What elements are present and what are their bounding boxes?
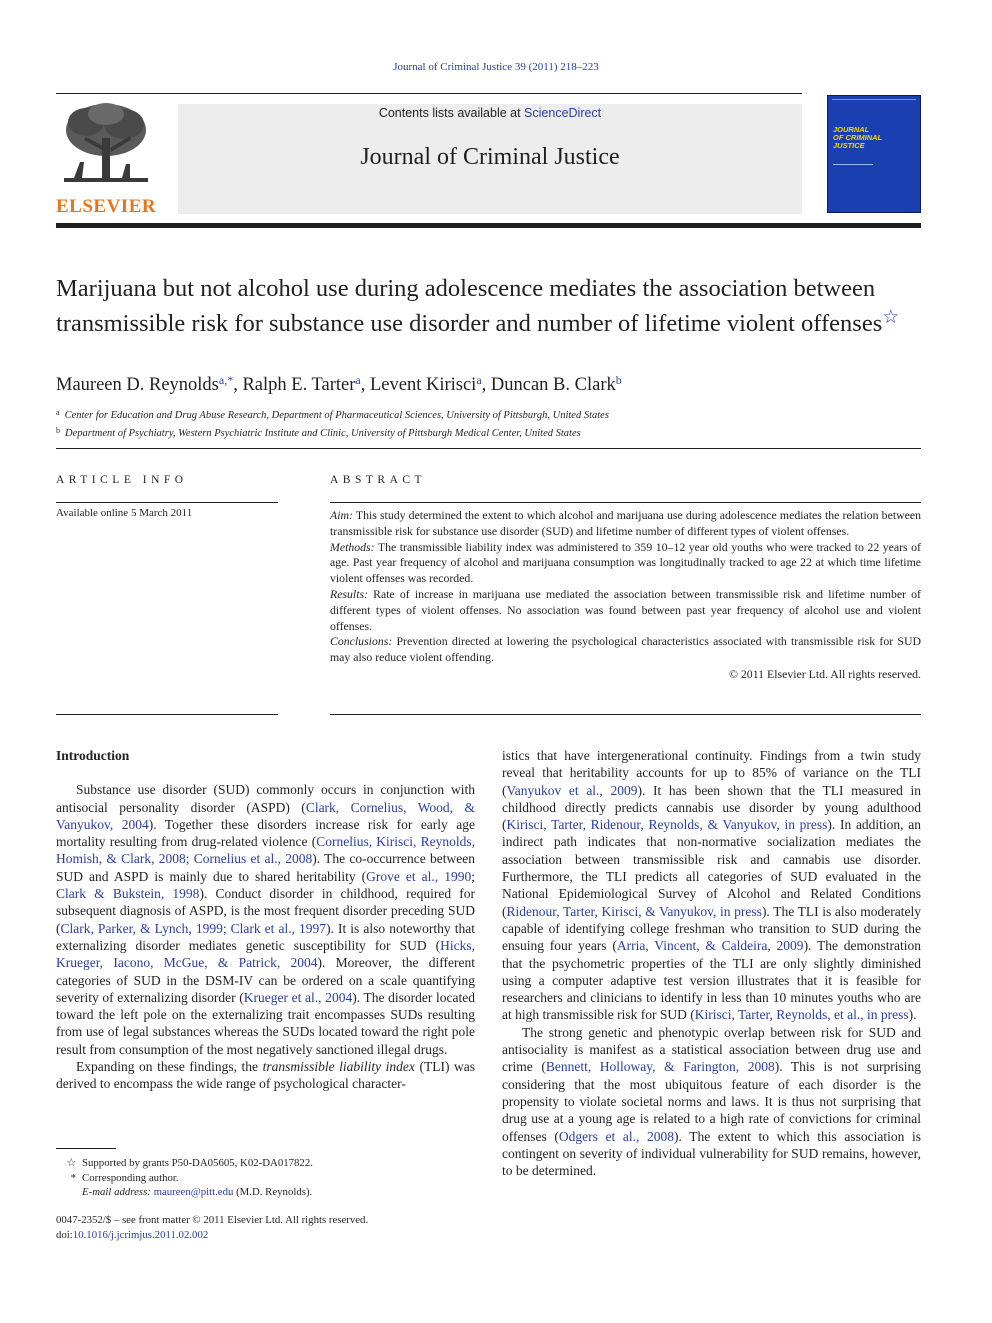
- funding-footnote: [62, 1156, 475, 1171]
- doi-line: [56, 1228, 475, 1243]
- affiliation-mark: a: [56, 408, 60, 417]
- paragraph-text: ). This is not surprising considering that the most ubiquitous feature of each disorder is the propensity to violate societal norms and laws. It is thus not surprising that drug use at a young age is related to a high rate of convictions for criminal offenses (: [502, 1059, 921, 1144]
- abstract-section: [330, 634, 921, 666]
- paragraph-text: ). Moreover, the different categories of SUD in the DSM-IV can be ordered on a scale quantifying severity of externalizing disorder (: [56, 955, 476, 1005]
- cover-title-line: OF CRIMINAL: [833, 133, 883, 142]
- paragraph-text: ).: [908, 1007, 917, 1023]
- abstract-body: [330, 508, 921, 683]
- paragraph-text: ). It is also noteworthy that externalizing disorder mediates genetic susceptibility for SUD (: [56, 920, 475, 953]
- author-affiliation-mark[interactable]: b: [615, 373, 622, 387]
- abstract-section-text: Rate of increase in marijuana use mediated the association between transmissible risk and lifetime number of different types of violent offenses. No association was found between past year frequency of alcohol use and violent offenses.: [330, 586, 921, 633]
- abstract-section-label: Aim:: [330, 508, 353, 522]
- citation-link[interactable]: Odgers et al., 2008: [558, 1128, 674, 1144]
- body-paragraph: [56, 781, 475, 1058]
- available-online-date: Available online 5 March 2011: [56, 507, 193, 519]
- author-separator: ,: [360, 375, 370, 395]
- contents-prefix: Contents lists available at: [378, 106, 525, 120]
- title-footnote-star-icon[interactable]: ☆: [882, 307, 900, 328]
- corresponding-footnote: [62, 1171, 475, 1186]
- body-paragraph: [502, 747, 921, 1024]
- funding-text: Supported by grants P50-DA05605, K02-DA017822.: [82, 1157, 313, 1169]
- corresponding-text: Corresponding author.: [82, 1171, 179, 1184]
- citation-link[interactable]: Clark, Parker, & Lynch, 1999; Clark et al., 1997: [60, 920, 327, 936]
- paragraph-text: ). Together these disorders increase risk for early age mortality resulting from drug-related violence (: [56, 816, 475, 850]
- author-affiliation-mark[interactable]: a,*: [218, 373, 234, 387]
- citation-link[interactable]: Clark, Cornelius, Wood, & Vanyukov, 2004: [56, 799, 475, 832]
- body-paragraph: [502, 1024, 921, 1180]
- journal-name[interactable]: Journal of Criminal Justice: [360, 144, 620, 170]
- citation-link[interactable]: Ridenour, Tarter, Kirisci, & Vanyukov, in press: [506, 903, 762, 919]
- abstract-section-label: Methods:: [330, 539, 375, 554]
- paragraph-text: ). The co-occurrence between SUD and ASPD is mainly due to shared heritability (: [56, 851, 476, 884]
- paragraph-text: ). Conduct disorder in childhood, required for subsequent diagnosis of ASPD, is the most frequent disorder preceding SUD (: [56, 886, 475, 936]
- body-left-column: [56, 747, 475, 1093]
- corresponding-asterisk-icon: *: [70, 1171, 76, 1184]
- doi-link[interactable]: 10.1016/j.jcrimjus.2011.02.002: [72, 1228, 209, 1241]
- paragraph-text: ). In addition, an indirect path indicates that non-normative socialization mediates the association between transmissible risk and cannabis use disorder. Furthermore, the TLI predicts all categories of SUD evaluated in the National Epidemiological Survey of Alcohol and Related Conditions (: [502, 817, 922, 919]
- paragraph-text: ). The extent to which this association is contingent on severity of individual vulnerability for SUD remains, however, to be determined.: [502, 1128, 922, 1179]
- emphasis-text: transmissible liability index: [262, 1059, 415, 1075]
- author-affiliation-mark[interactable]: a: [355, 373, 361, 387]
- abstract-rule-bottom: [330, 714, 921, 715]
- author-separator: ,: [481, 375, 491, 395]
- cover-divider: [833, 164, 873, 165]
- author-name[interactable]: Duncan B. Clark: [490, 375, 616, 395]
- affiliation-a: [56, 405, 921, 423]
- abstract-section-text: This study determined the extent to which alcohol and marijuana use during adolescence mediates the relation between transmissible risk for substance use disorder (SUD) and lifetime number of different types of violent offenses.: [330, 508, 921, 538]
- email-suffix: (M.D. Reynolds).: [233, 1186, 313, 1198]
- doi-label: doi:: [56, 1228, 73, 1241]
- abstract-section-text: Prevention directed at lowering the psychological characteristics associated with transmissible risk for SUD may also reduce violent offending.: [330, 634, 921, 665]
- citation-link[interactable]: Clark & Bukstein, 1998: [56, 886, 200, 902]
- paragraph-text: ). The demonstration that the psychometric properties of the TLI are only slightly diminished using a computer adaptive test version illustrates that it is feasible for researchers and clinicians to identify in less than 10 minutes youths who are at high transmissible risk for SUD (: [502, 938, 922, 1023]
- journal-citation[interactable]: Journal of Criminal Justice 39 (2011) 218–223: [393, 61, 599, 73]
- issn-line: 0047-2352/$ – see front matter © 2011 Elsevier Ltd. All rights reserved.: [56, 1214, 369, 1226]
- body-paragraph: [56, 1058, 475, 1093]
- header-top-rule: [56, 93, 802, 94]
- abstract-section-label: Conclusions:: [330, 634, 393, 649]
- cover-title-line: JUSTICE: [833, 141, 865, 150]
- paragraph-text: (TLI) was derived to encompass the wide range of psychological character-: [56, 1059, 475, 1092]
- abstract-rule-top: [330, 502, 921, 503]
- affiliation-mark: b: [56, 426, 60, 435]
- abstract-heading: ABSTRACT: [330, 474, 427, 486]
- footnote-rule: [56, 1148, 116, 1149]
- paragraph-text: The strong genetic and phenotypic overlap between risk for SUD and antisociality is manifest as a statistical association between drug use and crime (: [502, 1024, 921, 1075]
- abstract-copyright: © 2011 Elsevier Ltd. All rights reserved.: [729, 666, 921, 681]
- front-matter: [56, 1213, 475, 1242]
- paragraph-text: ). The TLI is also moderately capable of identifying college freshman who transition to SUD during the ensuing four years (: [502, 903, 921, 954]
- citation-link[interactable]: Bennett, Holloway, & Farington, 2008: [545, 1059, 775, 1075]
- elsevier-wordmark: ELSEVIER: [56, 196, 157, 217]
- abstract-section-text: The transmissible liability index was administered to 359 10–12 year old youths who were tracked to 22 years of age. Past year frequency of alcohol and marijuana consumption was longitudinally tracked to age 22 at which time lifetime violent offenses was recorded.: [330, 539, 921, 586]
- introduction-heading: Introduction: [56, 748, 130, 763]
- paragraph-text: istics that have intergenerational continuity. Findings from a twin study reveal that heritability accounts for up to 85% of variance on the TLI (: [502, 748, 921, 798]
- abstract-section: [330, 587, 921, 634]
- sciencedirect-link[interactable]: ScienceDirect: [524, 106, 602, 120]
- paragraph-text: Substance use disorder (SUD) commonly occurs in conjunction with antisocial personality disorder (ASPD) (: [56, 782, 475, 815]
- citation-link[interactable]: Vanyukov et al., 2009: [506, 782, 638, 798]
- author-name[interactable]: Maureen D. Reynolds: [56, 375, 219, 395]
- author-email-link[interactable]: maureen@pitt.edu: [153, 1186, 234, 1198]
- article-info-heading: ARTICLE INFO: [56, 474, 188, 486]
- citation-link[interactable]: Kirisci, Tarter, Reynolds, et al., in press: [694, 1007, 909, 1023]
- citation-link[interactable]: Kirisci, Tarter, Ridenour, Reynolds, & Vanyukov, in press: [506, 817, 828, 833]
- abstract-section: [330, 508, 921, 540]
- contents-availability: [178, 106, 802, 120]
- article-info-rule-top: [56, 502, 278, 503]
- article-info-rule-bottom: [56, 714, 278, 715]
- abstract-section-label: Results:: [330, 586, 369, 601]
- author-name[interactable]: Ralph E. Tarter: [242, 375, 356, 395]
- email-footnote: [62, 1185, 475, 1200]
- citation-link[interactable]: Krueger et al., 2004: [243, 989, 353, 1005]
- citation-link[interactable]: Grove et al., 1990: [366, 868, 472, 884]
- affiliation-b: [56, 423, 921, 441]
- paragraph-text: ;: [471, 868, 475, 884]
- citation-link[interactable]: Arria, Vincent, & Caldeira, 2009: [616, 938, 804, 954]
- citation-link[interactable]: Cornelius, Kirisci, Reynolds, Homish, & Clark, 2008; Cornelius et al., 2008: [56, 834, 475, 867]
- affiliation-rule: [56, 448, 921, 449]
- paragraph-text: ). It has been shown that the TLI measured in childhood directly predicts cannabis use disorder by young adulthood (: [502, 782, 921, 833]
- abstract-section: [330, 540, 921, 587]
- cover-title: [833, 126, 882, 150]
- email-label: E-mail address:: [82, 1186, 151, 1198]
- affiliation-text: Center for Education and Drug Abuse Research, Department of Pharmaceutical Sciences, University of Pittsburgh, United States: [64, 410, 609, 421]
- cover-title-line: JOURNAL: [833, 125, 870, 134]
- cover-top-bar: [832, 99, 916, 103]
- paragraph-text: ). The disorder located toward the left pole on the externalizing trait encompasses SUDs resulting from use of legal substances whereas the SUDs located toward the right pole result from consumption of the most negatively sanctioned illegal drugs.: [56, 989, 475, 1057]
- author-name[interactable]: Levent Kirisci: [369, 375, 477, 395]
- journal-cover-thumbnail[interactable]: [827, 95, 921, 213]
- article-title-text: Marijuana but not alcohol use during adolescence mediates the association between transmissible risk for substance use disorder and number of lifetime violent offenses: [56, 275, 883, 337]
- author-separator: ,: [233, 375, 243, 395]
- body-right-column: [502, 747, 921, 1179]
- footnotes: [56, 1156, 475, 1200]
- article-title: [56, 274, 921, 338]
- citation-link[interactable]: Hicks, Krueger, Iacono, McGue, & Patrick, 2004: [56, 937, 475, 971]
- header-thick-rule: [56, 223, 921, 228]
- paragraph-text: Expanding on these findings, the: [76, 1059, 263, 1075]
- funding-star-icon: ☆: [66, 1157, 76, 1169]
- affiliations: [56, 405, 921, 441]
- author-list: [56, 373, 921, 396]
- author-affiliation-mark[interactable]: a: [476, 373, 482, 387]
- affiliation-text: Department of Psychiatry, Western Psychiatric Institute and Clinic, University of Pittsburgh Medical Center, United States: [65, 428, 581, 439]
- journal-masthead: [178, 104, 802, 214]
